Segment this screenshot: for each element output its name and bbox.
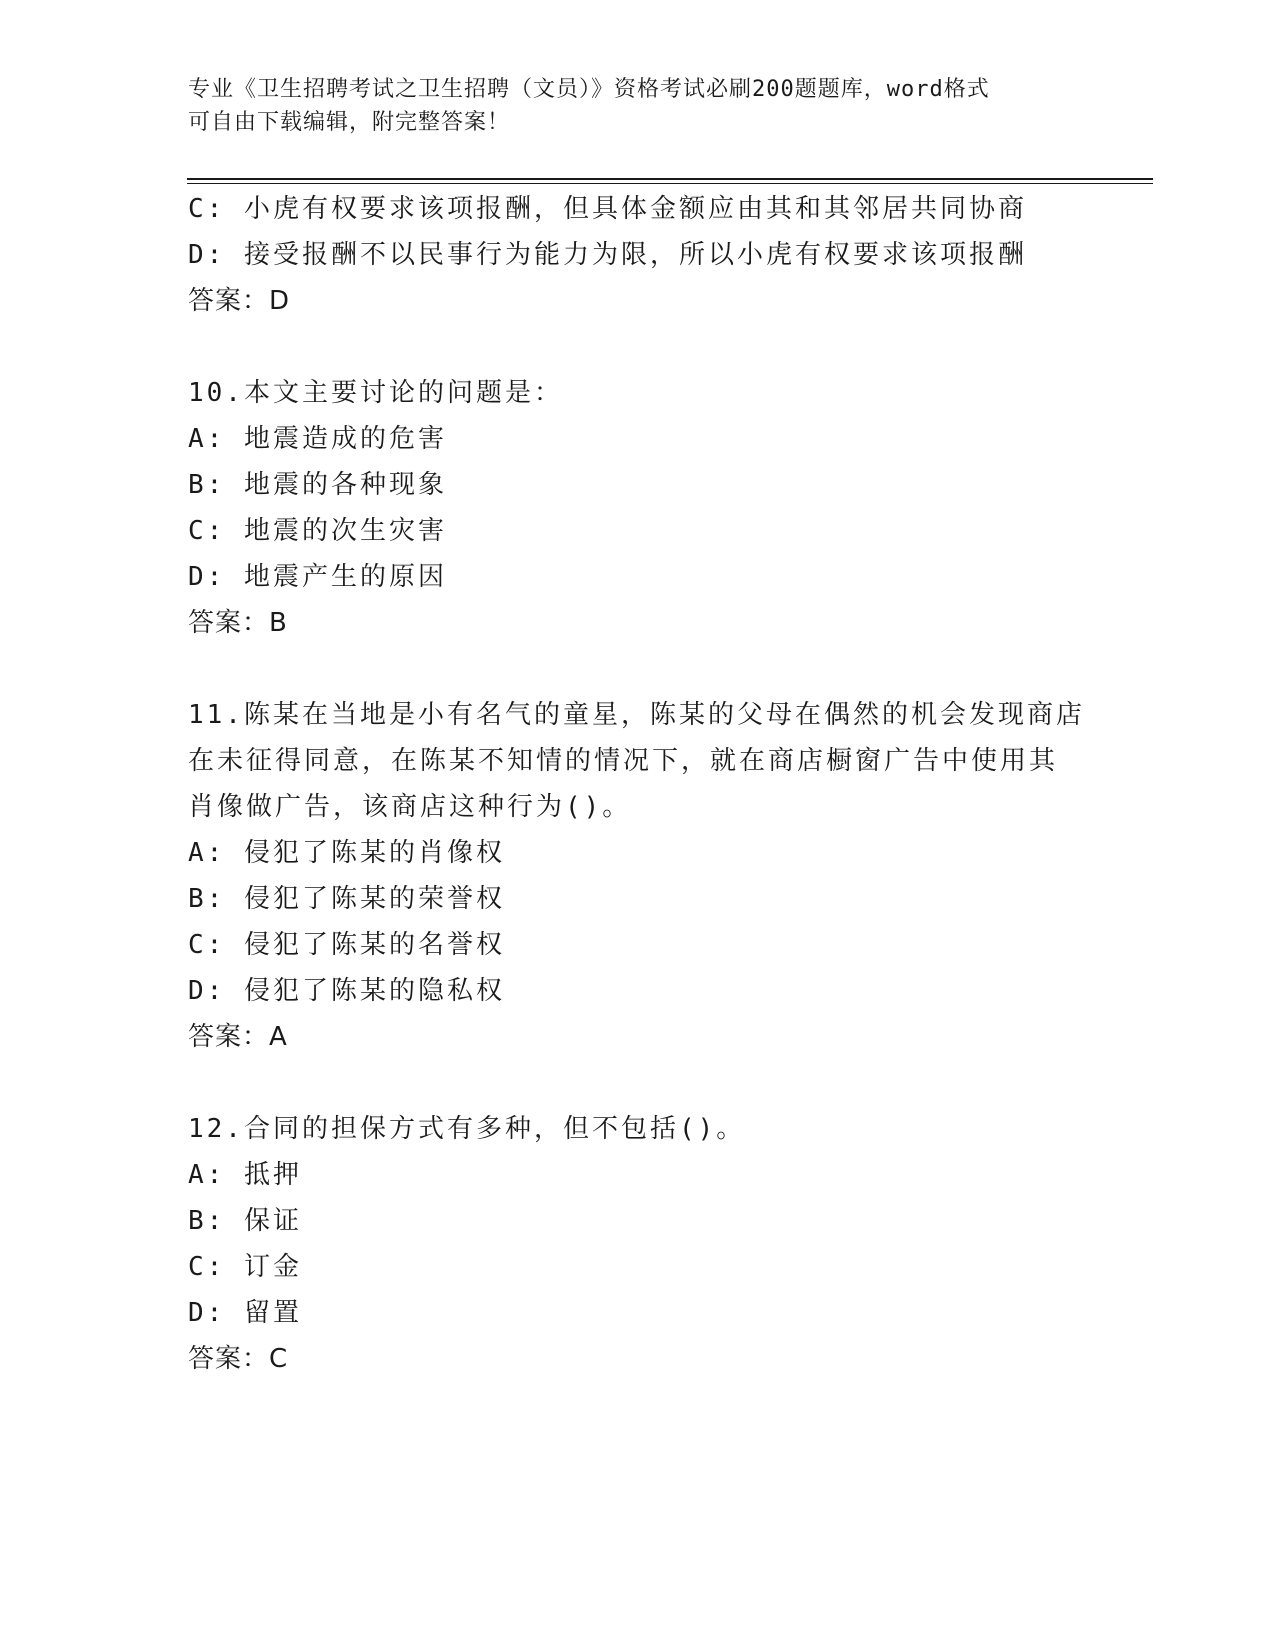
- spacer: [188, 324, 1128, 370]
- spacer: [188, 1060, 1128, 1106]
- option-d: D: 侵犯了陈某的隐私权: [188, 976, 505, 1006]
- question-stem: 10.本文主要讨论的问题是：: [188, 378, 563, 408]
- header-divider-thick: [187, 178, 1153, 180]
- option-a: A: 侵犯了陈某的肖像权: [188, 838, 505, 868]
- question-stem: 肖像做广告，该商店这种行为()。: [188, 792, 632, 822]
- header-title-line-1: 专业《卫生招聘考试之卫生招聘（文员）》资格考试必刷200题题库，word格式: [188, 77, 990, 102]
- option-d: D: 接受报酬不以民事行为能力为限，所以小虎有权要求该项报酬: [188, 240, 1027, 270]
- question-block-11: [188, 692, 1128, 1060]
- option-d: D: 留置: [188, 1298, 302, 1328]
- question-stem: 12.合同的担保方式有多种，但不包括()。: [188, 1114, 746, 1144]
- option-a: A: 地震造成的危害: [188, 424, 447, 454]
- question-stem: 在未征得同意，在陈某不知情的情况下，就在商店橱窗广告中使用其: [188, 746, 1059, 776]
- option-c: C: 地震的次生灾害: [188, 516, 447, 546]
- option-c: C: 侵犯了陈某的名誉权: [188, 930, 505, 960]
- question-block-9-continued: [188, 186, 1128, 324]
- document-header: [188, 73, 1088, 139]
- answer-line: 答案：B: [188, 608, 288, 638]
- answer-line: 答案：C: [188, 1344, 289, 1374]
- option-b: B: 保证: [188, 1206, 302, 1236]
- header-title-line-2: 可自由下载编辑，附完整答案！: [188, 110, 511, 135]
- question-stem: 11.陈某在当地是小有名气的童星，陈某的父母在偶然的机会发现商店: [188, 700, 1085, 730]
- option-c: C: 订金: [188, 1252, 302, 1282]
- option-c: C: 小虎有权要求该项报酬，但具体金额应由其和其邻居共同协商: [188, 194, 1027, 224]
- question-block-12: [188, 1106, 1128, 1382]
- option-b: B: 侵犯了陈某的荣誉权: [188, 884, 505, 914]
- answer-line: 答案：A: [188, 1022, 288, 1052]
- option-d: D: 地震产生的原因: [188, 562, 447, 592]
- question-content: [188, 186, 1128, 1382]
- spacer: [188, 646, 1128, 692]
- answer-line: 答案：D: [188, 286, 291, 316]
- question-block-10: [188, 370, 1128, 646]
- header-divider-thin: [187, 183, 1153, 184]
- option-b: B: 地震的各种现象: [188, 470, 447, 500]
- option-a: A: 抵押: [188, 1160, 302, 1190]
